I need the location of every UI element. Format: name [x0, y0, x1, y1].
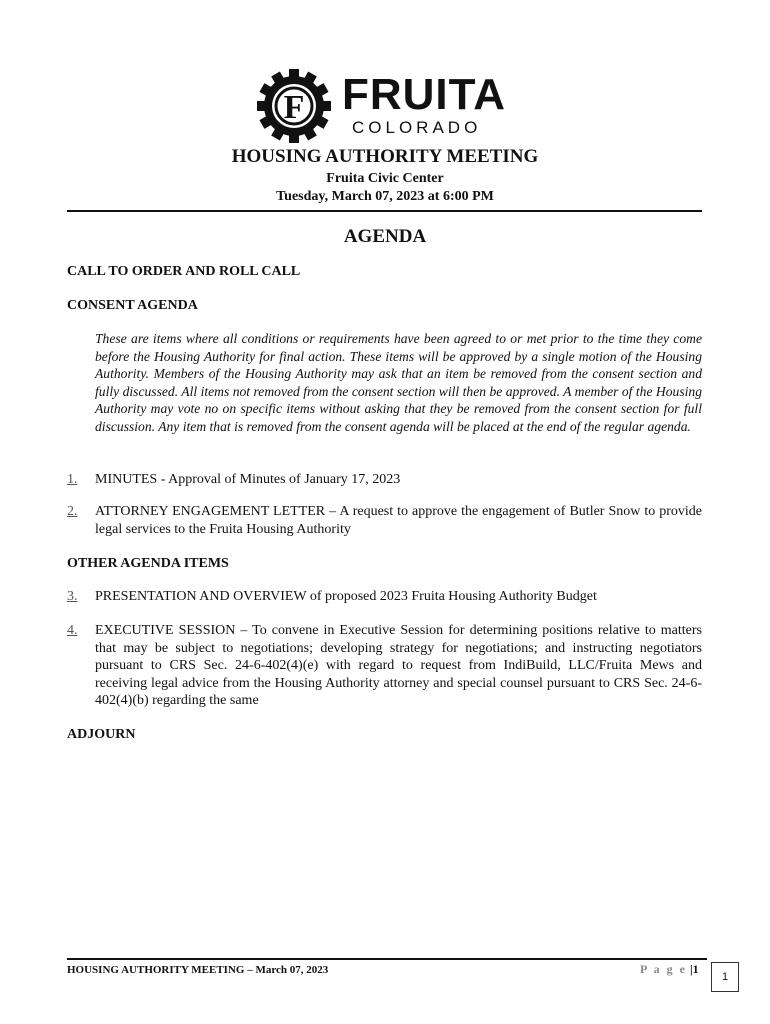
item-text: MINUTES - Approval of Minutes of January 17, 2023: [95, 472, 401, 487]
gear-logo-icon: [256, 68, 332, 144]
item-number: 2.: [67, 504, 78, 519]
agenda-item-1: [67, 471, 702, 489]
agenda-item-3: [67, 588, 702, 606]
item-text: ATTORNEY ENGAGEMENT LETTER – A request to approve the engagement of Butler Snow to provide legal services to the Fruita Housing Authority: [95, 504, 702, 537]
header-divider: [67, 210, 702, 212]
item-text: PRESENTATION AND OVERVIEW of proposed 2023 Fruita Housing Authority Budget: [95, 589, 597, 604]
consent-description: These are items where all conditions or requirements have been agreed to or met prior to the time they come before the Housing Authority for final action. These items will be approved by a single motion of the Housing Authority. Members of the Housing Authority may ask that an item be removed from the consent section and fully discussed. All items not removed from the consent section will then be approved. A member of the Housing Authority may vote no on specific items without asking that they be removed from the consent section for full discussion. Any item that is removed from the consent agenda will be placed at the end of the regular agenda.: [95, 331, 702, 434]
meeting-title: HOUSING AUTHORITY MEETING: [231, 146, 539, 167]
agenda-item-2: [67, 503, 702, 538]
footer-title: HOUSING AUTHORITY MEETING – March 07, 2023: [67, 964, 329, 976]
logo-wordmark: FRUITA: [342, 70, 507, 119]
page-number-box: 1: [711, 962, 739, 992]
section-other-agenda-items: OTHER AGENDA ITEMS: [67, 556, 229, 571]
item-text: EXECUTIVE SESSION – To convene in Executive Session for determining positions relative to matters that may be subject to negotiations; developing strategy for negotiations; and instructing negotiators pursuant to CRS Sec. 24-6-402(4)(e) with regard to request from IndiBuild, LLC/Fruita Mews and receiving legal advice from the Housing Authority attorney and special counsel pursuant to CRS Sec. 24-6-402(4)(b) regarding the same: [95, 623, 702, 708]
meeting-location: Fruita Civic Center: [326, 171, 444, 186]
logo-subtitle: COLORADO: [352, 118, 482, 137]
item-number: 4.: [67, 623, 78, 638]
item-number: 1.: [67, 472, 78, 487]
section-consent-agenda: CONSENT AGENDA: [67, 298, 198, 313]
section-adjourn: ADJOURN: [67, 727, 136, 742]
agenda-item-4: [67, 622, 702, 710]
fruita-logo: [256, 72, 516, 142]
page-number: 1: [692, 962, 699, 976]
item-number: 3.: [67, 589, 78, 604]
footer-divider: [67, 958, 707, 960]
footer-page: [640, 962, 699, 976]
section-call-to-order: CALL TO ORDER AND ROLL CALL: [67, 264, 301, 279]
meeting-datetime: Tuesday, March 07, 2023 at 6:00 PM: [276, 189, 494, 204]
agenda-heading: AGENDA: [343, 226, 427, 247]
page-label: P a g e: [640, 962, 687, 976]
page-separator: |: [690, 962, 693, 976]
svg-text:F: F: [283, 89, 305, 126]
